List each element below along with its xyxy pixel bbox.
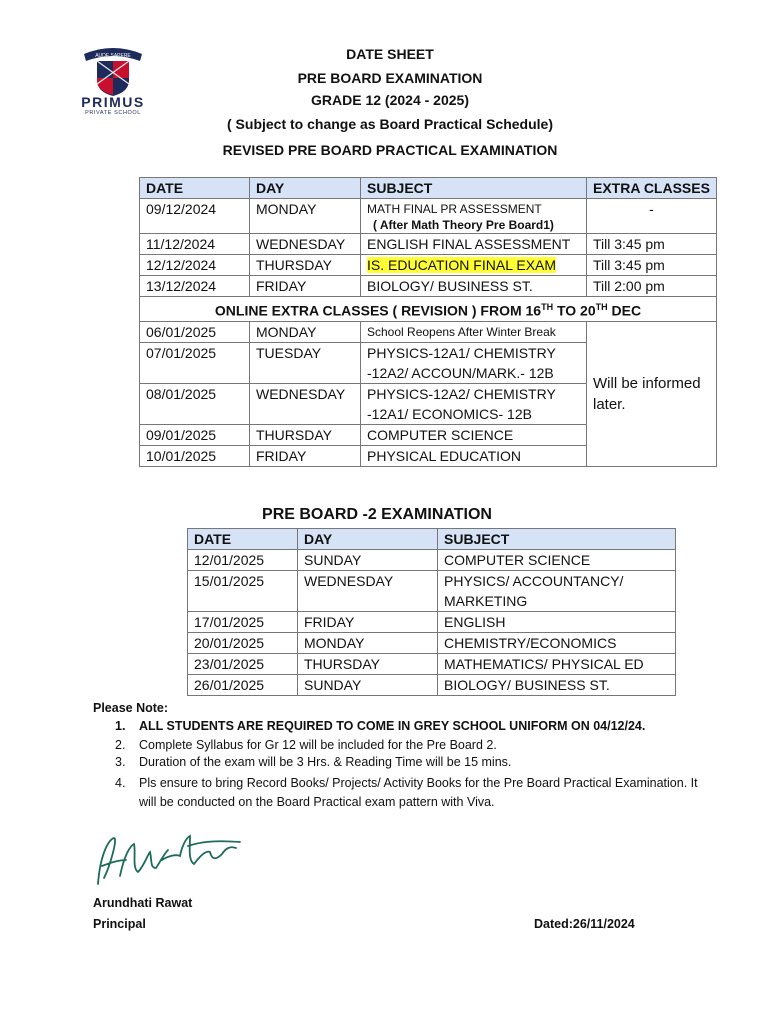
row-day: WEDNESDAY	[250, 234, 361, 255]
row-day: FRIDAY	[250, 445, 361, 466]
table-row	[188, 654, 676, 675]
banner-middle: TO 20	[553, 302, 596, 319]
table-row	[188, 571, 676, 612]
note-text: Pls ensure to bring Record Books/ Projects/ Activity Books for the Pre Board Practical Examination. It will be conducted on the Board Practical exam pattern with Viva.	[139, 776, 698, 809]
note-number: 1.	[115, 719, 126, 733]
header-subject: SUBJECT	[361, 178, 587, 199]
doc-subtitle: PRE BOARD EXAMINATION	[297, 70, 483, 86]
row-subject: BIOLOGY/ BUSINESS ST.	[361, 276, 587, 297]
note-text: ALL STUDENTS ARE REQUIRED TO COME IN GREY SCHOOL UNIFORM ON 04/12/24.	[139, 719, 646, 733]
table-row	[140, 255, 717, 276]
highlighted-subject: IS. EDUCATION FINAL EXAM	[367, 257, 557, 273]
row-date: 09/01/2025	[140, 424, 250, 445]
practical-schedule-table	[139, 177, 717, 467]
row-date: 06/01/2025	[140, 321, 250, 342]
header-day: DAY	[298, 529, 438, 550]
row-date: 23/01/2025	[188, 654, 298, 675]
logo-name: PRIMUS	[81, 94, 145, 110]
row-extra: Till 3:45 pm	[587, 234, 717, 255]
row-subject: CHEMISTRY/ECONOMICS	[438, 633, 676, 654]
table-row	[188, 633, 676, 654]
grade-line: GRADE 12 (2024 - 2025)	[311, 92, 469, 108]
subject-text: MATH FINAL PR ASSESSMENT	[367, 202, 542, 216]
table-row	[188, 550, 676, 571]
row-subject: ENGLISH FINAL ASSESSMENT	[361, 234, 587, 255]
row-date: 26/01/2025	[188, 675, 298, 696]
note-number: 4.	[115, 776, 126, 790]
header-subject: SUBJECT	[438, 529, 676, 550]
row-day: THURSDAY	[298, 654, 438, 675]
row-date: 08/01/2025	[140, 383, 250, 424]
row-day: MONDAY	[250, 199, 361, 234]
signatory-role: Principal	[93, 917, 146, 931]
banner-sup-1: TH	[541, 302, 554, 312]
online-classes-banner	[140, 297, 717, 322]
row-subject: COMPUTER SCIENCE	[361, 424, 587, 445]
row-day: TUESDAY	[250, 342, 361, 383]
crest-icon	[70, 44, 156, 96]
row-subject	[361, 199, 587, 234]
row-day: THURSDAY	[250, 255, 361, 276]
signature-image	[90, 826, 250, 896]
merged-extra-classes: Will be informed later.	[587, 321, 717, 466]
row-subject: School Reopens After Winter Break	[361, 321, 587, 342]
note-number: 2.	[115, 738, 126, 752]
row-date: 15/01/2025	[188, 571, 298, 612]
row-date: 12/12/2024	[140, 255, 250, 276]
row-date: 10/01/2025	[140, 445, 250, 466]
row-extra: Till 3:45 pm	[587, 255, 717, 276]
row-subject: COMPUTER SCIENCE	[438, 550, 676, 571]
row-day: FRIDAY	[298, 612, 438, 633]
preboard2-table	[187, 528, 676, 696]
row-day: MONDAY	[250, 321, 361, 342]
row-subject: PHYSICS/ ACCOUNTANCY/ MARKETING	[438, 571, 676, 612]
note-number: 3.	[115, 755, 126, 769]
subject-to-change-line: ( Subject to change as Board Practical Schedule)	[227, 116, 553, 132]
banner-row	[140, 297, 717, 322]
banner-suffix: DEC	[607, 302, 642, 319]
row-day: MONDAY	[298, 633, 438, 654]
table-row	[188, 675, 676, 696]
table-row	[140, 199, 717, 234]
table-row	[140, 234, 717, 255]
header-day: DAY	[250, 178, 361, 199]
table-header-row	[140, 178, 717, 199]
row-date: 12/01/2025	[188, 550, 298, 571]
header-date: DATE	[140, 178, 250, 199]
row-day: SUNDAY	[298, 550, 438, 571]
row-subject: BIOLOGY/ BUSINESS ST.	[438, 675, 676, 696]
row-date: 07/01/2025	[140, 342, 250, 383]
row-day: WEDNESDAY	[250, 383, 361, 424]
banner-sup-2: TH	[595, 302, 608, 312]
header-extra-classes: EXTRA CLASSES	[587, 178, 717, 199]
row-subject: PHYSICAL EDUCATION	[361, 445, 587, 466]
row-date: 20/01/2025	[188, 633, 298, 654]
row-day: WEDNESDAY	[298, 571, 438, 612]
subject-note: ( After Math Theory Pre Board1)	[373, 218, 554, 232]
row-day: FRIDAY	[250, 276, 361, 297]
row-date: 11/12/2024	[140, 234, 250, 255]
table-row	[140, 321, 717, 342]
preboard2-title: PRE BOARD -2 EXAMINATION	[262, 506, 492, 523]
row-subject: PHYSICS-12A2/ CHEMISTRY -12A1/ ECONOMICS- 12B	[361, 383, 587, 424]
row-date: 09/12/2024	[140, 199, 250, 234]
row-date: 13/12/2024	[140, 276, 250, 297]
row-subject: PHYSICS-12A1/ CHEMISTRY -12A2/ ACCOUN/MARK.- 12B	[361, 342, 587, 383]
logo-subtitle: PRIVATE SCHOOL	[85, 110, 141, 116]
table-header-row	[188, 529, 676, 550]
school-logo	[70, 44, 156, 120]
issue-date: Dated:26/11/2024	[534, 917, 635, 931]
row-day: SUNDAY	[298, 675, 438, 696]
banner-prefix: ONLINE EXTRA CLASSES ( REVISION ) FROM 16	[214, 302, 542, 319]
row-subject: ENGLISH	[438, 612, 676, 633]
row-subject	[361, 255, 587, 276]
row-date: 17/01/2025	[188, 612, 298, 633]
table-row	[188, 612, 676, 633]
row-extra: Till 2:00 pm	[587, 276, 717, 297]
signatory-name: Arundhati Rawat	[93, 896, 193, 910]
table-row	[140, 276, 717, 297]
note-text: Duration of the exam will be 3 Hrs. & Reading Time will be 15 mins.	[139, 755, 512, 769]
note-text: Complete Syllabus for Gr 12 will be included for the Pre Board 2.	[139, 738, 497, 752]
doc-title: DATE SHEET	[346, 46, 434, 62]
row-extra: -	[587, 199, 717, 234]
header-date: DATE	[188, 529, 298, 550]
notes-heading: Please Note:	[93, 701, 169, 715]
row-day: THURSDAY	[250, 424, 361, 445]
logo-motto: AUDE SAPERE	[95, 53, 131, 59]
row-subject: MATHEMATICS/ PHYSICAL ED	[438, 654, 676, 675]
revised-heading: REVISED PRE BOARD PRACTICAL EXAMINATION	[222, 142, 558, 158]
